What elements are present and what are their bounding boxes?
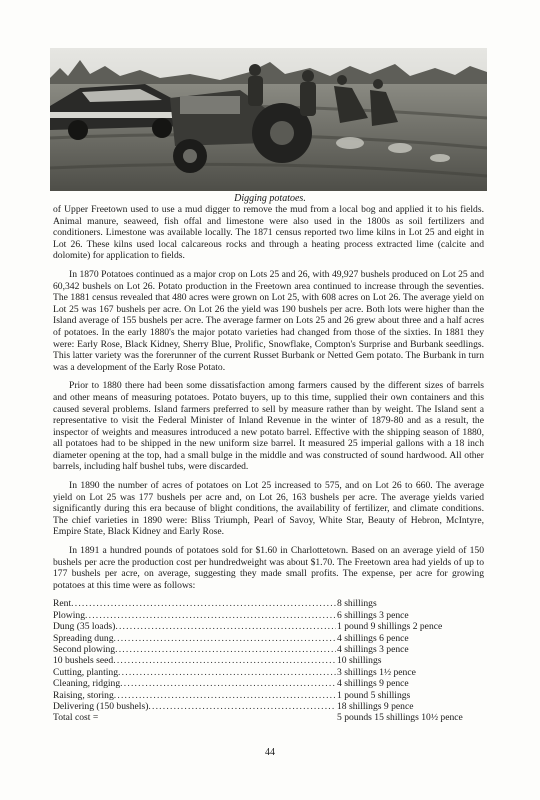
cost-row xyxy=(53,701,484,712)
cost-item: Plowing xyxy=(53,609,85,621)
cost-item: Dung (35 loads) xyxy=(53,621,116,633)
paragraph: In 1890 the number of acres of potatoes on Lot 25 increased to 575, and on Lot 26 to 660. The average yield on Lot 25 was 177 bushels per acre and, on Lot 26, 163 bushels per acre. The average yields varied significantly during this era because of blight conditions, the availability of fertilizer, and climate conditions. The chief varieties in 1890 were: Bliss Triumph, Pearl of Savoy, White Star, Beauty of Hebron, McIntyre, Empire State, Black Kidney and Early Rose. xyxy=(53,480,484,538)
photo-digging-potatoes xyxy=(50,48,487,191)
dot-leader xyxy=(148,701,336,713)
cost-amount: 1 pound 5 shillings xyxy=(337,689,411,701)
paragraph: Prior to 1880 there had been some dissatisfaction among farmers caused by the different sizes of barrels and other means of measuring potatoes. Potato buyers, up to this time, supplied their own containers and this caused several problems. Island farmers preferred to sell by measure rather than by weight. The Island sent a representative to visit the Federal Minister of Inland Revenue in the winter of 1879-80 and as a result, the inspector of weights and measures introduced a new potato barrel. Effective with the shipping season of 1880, all potatoes had to be shipped in the new uniform size barrel. It measured 25 imperial gallons with a 18 inch diameter opening at the top, had a small bulge in the middle and was constructed of sound hardwood. All other barrels, including half bushel tubs, were discarded. xyxy=(53,380,484,473)
cost-item: Cleaning, ridging xyxy=(53,678,121,690)
cost-amount: 10 shillings xyxy=(337,655,382,667)
cost-amount: 1 pound 9 shillings 2 pence xyxy=(337,621,443,633)
cost-total-amount: 5 pounds 15 shillings 10½ pence xyxy=(337,712,463,724)
page-number: 44 xyxy=(265,747,275,758)
cost-amount: 4 shillings 6 pence xyxy=(337,632,409,644)
photo-caption: Digging potatoes. xyxy=(234,193,306,204)
cost-amount: 6 shillings 3 pence xyxy=(337,609,409,621)
cost-total-row xyxy=(53,712,484,723)
dot-leader xyxy=(115,621,336,633)
paragraph: In 1870 Potatoes continued as a major crop on Lots 25 and 26, with 49,927 bushels produced on Lot 25 and 60,342 bushels on Lot 26. Potato production in the Freetown area continued to increase through the seventies. The 1881 census revealed that 480 acres were grown on Lot 25, with 608 acres on Lot 26. The average yield on Lot 25 was 167 bushels per acre. On Lot 26 the yield was 190 bushels per acre. Both lots were higher than the Island average of 155 bushels per acre. The average farmer on Lots 25 and 26 grew about three and a half acres of potatoes. In the early 1880's the major potato varieties had changed from those of the sixties. In 1881 they were: Early Rose, Black Kidney, Sherry Blue, Prolific, Snowflake, Compton's Surprise and Burbank seedlings. This latter variety was the forerunner of the current Russet Burbank or Netted Gem potato. The Burbank in turn was a development of the Early Rose Potato. xyxy=(53,268,484,373)
photo-image xyxy=(50,48,487,191)
dot-leader xyxy=(118,667,336,679)
cost-item: 10 bushels seed xyxy=(53,655,114,667)
article-body xyxy=(53,204,484,724)
cost-row xyxy=(53,690,484,701)
cost-row xyxy=(53,678,484,689)
dot-leader xyxy=(113,655,336,667)
cost-item: Cutting, planting xyxy=(53,666,119,678)
cost-item: Rent xyxy=(53,598,72,610)
cost-row xyxy=(53,667,484,678)
paragraph: of Upper Freetown used to use a mud digger to remove the mud from a local bog and applied it to his fields. Animal manure, seaweed, fish offal and limestone were also used in the 1800s as soil fertilizers and conditioners. Limestone was available locally. The 1871 census reported two lime kilns in Lot 25 and eight in Lot 26. These kilns used local calcareous rocks and through a heating process extracted lime (calcite and dolomite) for application to fields. xyxy=(53,204,484,262)
cost-amount: 4 shillings 3 pence xyxy=(337,643,409,655)
dot-leader xyxy=(85,610,336,622)
cost-row xyxy=(53,644,484,655)
cost-item: Second plowing xyxy=(53,643,116,655)
cost-item: Delivering (150 bushels) xyxy=(53,700,149,712)
dot-leader xyxy=(114,690,336,702)
cost-amount: 4 shillings 9 pence xyxy=(337,678,409,690)
cost-amount: 8 shillings xyxy=(337,598,377,610)
cost-row xyxy=(53,633,484,644)
dot-leader xyxy=(115,644,336,656)
dot-leader xyxy=(71,598,336,610)
cost-amount: 18 shillings 9 pence xyxy=(337,700,414,712)
cost-row xyxy=(53,598,484,609)
cost-total-label: Total cost = xyxy=(53,712,99,724)
cost-item: Spreading dung xyxy=(53,632,114,644)
cost-row xyxy=(53,655,484,666)
cost-item: Raising, storing xyxy=(53,689,114,701)
paragraph: In 1891 a hundred pounds of potatoes sold for $1.60 in Charlottetown. Based on an average yield of 150 bushels per acre the production cost per hundredweight was about $1.70. The Freetown area had yields of up to 177 bushels per acre, on average, suggesting they made small profits. The expense, per acre for growing potatoes at this time were as follows: xyxy=(53,545,484,591)
cost-amount: 3 shillings 1½ pence xyxy=(337,666,416,678)
dot-leader xyxy=(114,633,337,645)
cost-row xyxy=(53,621,484,632)
cost-list xyxy=(53,598,484,723)
dot-leader xyxy=(120,678,336,690)
cost-row xyxy=(53,610,484,621)
